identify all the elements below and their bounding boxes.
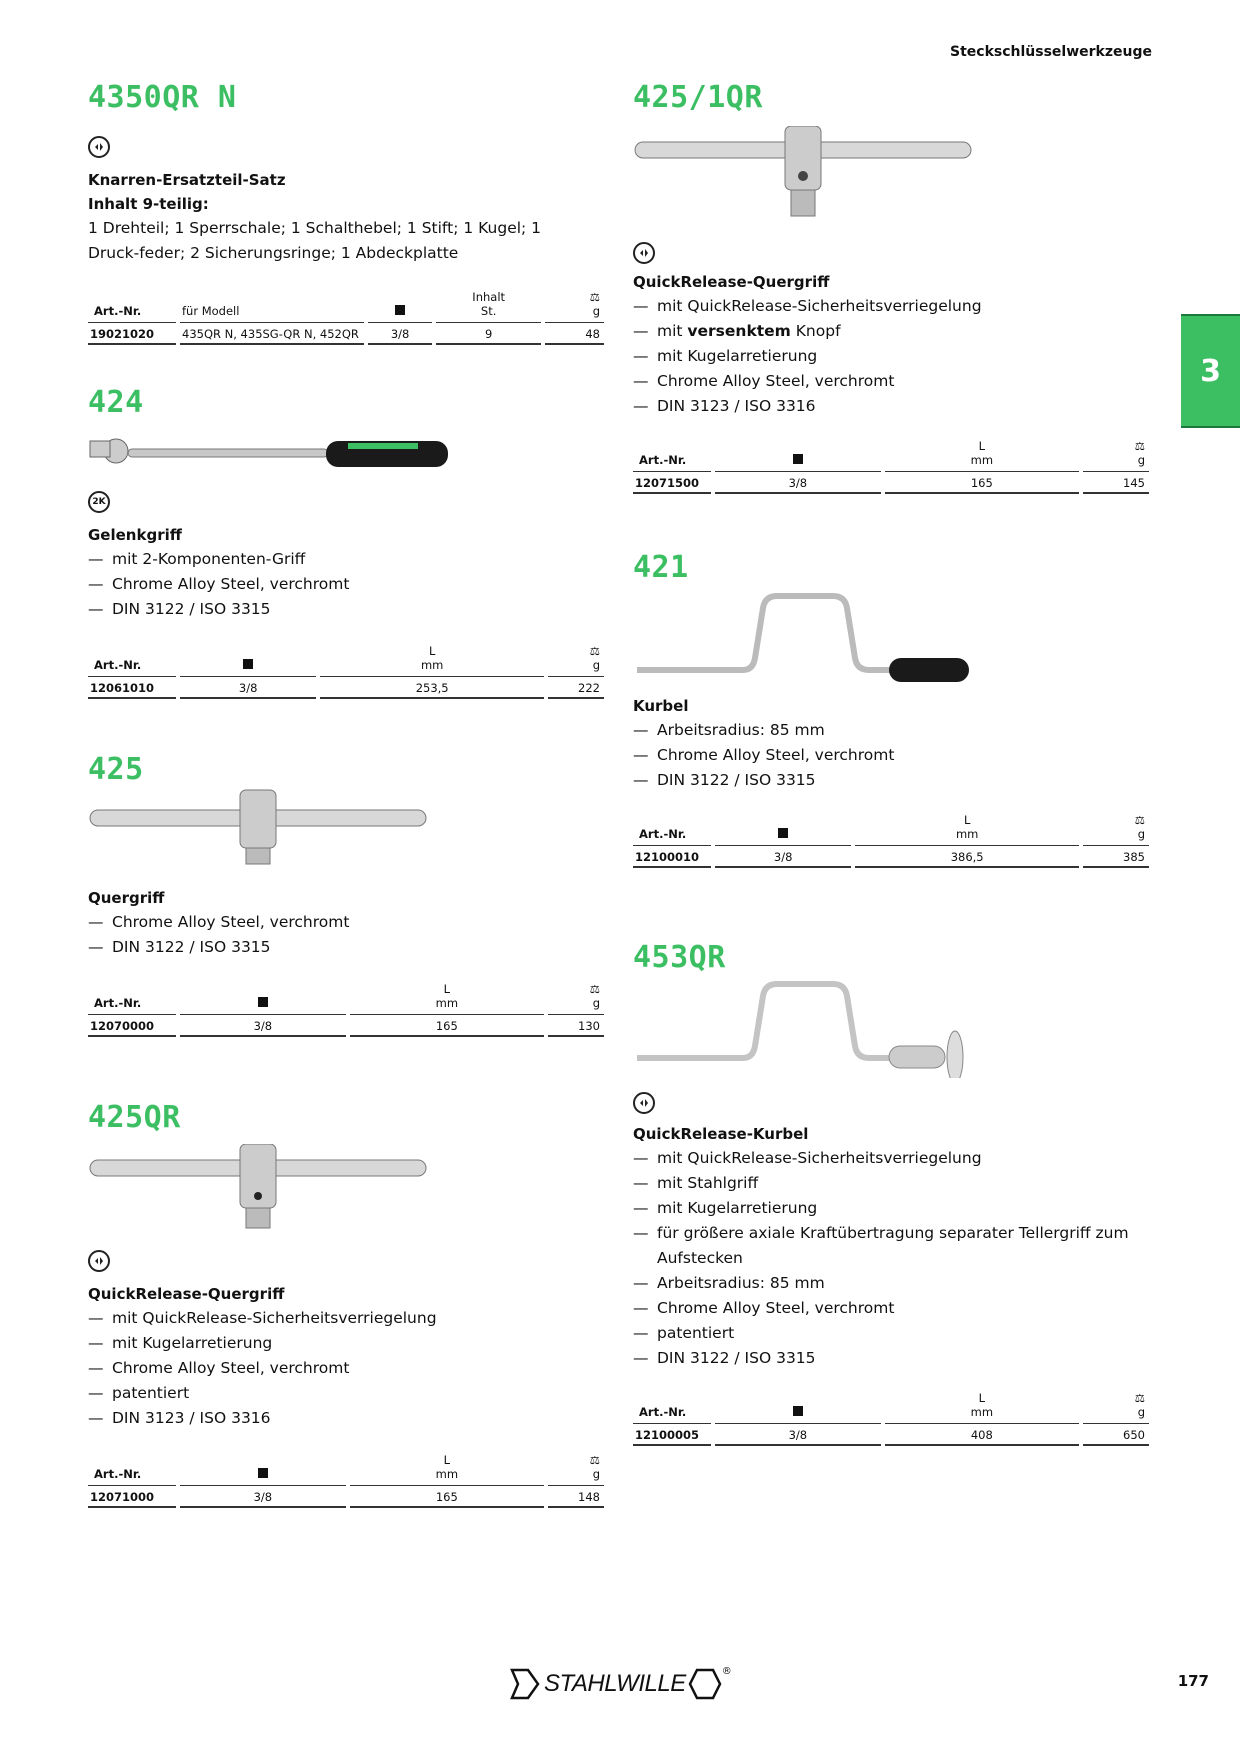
product-425-1qr bbox=[633, 80, 1153, 494]
feature-item: — Arbeitsradius: 85 mm bbox=[633, 718, 1153, 743]
feature-item: — Chrome Alloy Steel, verchromt bbox=[633, 743, 1153, 768]
registered-icon: ® bbox=[721, 1666, 732, 1677]
feature-item: — Chrome Alloy Steel, verchromt bbox=[633, 369, 1153, 394]
scale-icon: ⚖ bbox=[589, 644, 600, 658]
quickrelease-t-handle-image bbox=[633, 126, 973, 226]
page-header-title: Steckschlüsselwerkzeuge bbox=[950, 44, 1152, 60]
product-title: Kurbel bbox=[633, 697, 689, 715]
feature-item: — DIN 3122 / ISO 3315 bbox=[88, 597, 608, 622]
feature-list bbox=[633, 1146, 1133, 1371]
model-number: 4350QR N bbox=[88, 80, 237, 115]
model-number: 453QR bbox=[633, 940, 726, 975]
feature-item: — mit QuickRelease-Sicherheitsverriegelung bbox=[633, 294, 1153, 319]
square-drive-icon bbox=[793, 454, 803, 464]
table-row: 12100005 3/8 408 650 bbox=[633, 1424, 1149, 1446]
product-424 bbox=[88, 385, 608, 699]
cell-content: 9 bbox=[436, 323, 541, 345]
square-drive-icon bbox=[243, 659, 253, 669]
product-425 bbox=[88, 752, 608, 1037]
cell-weight: 48 bbox=[545, 323, 604, 345]
cell-drive: 3/8 bbox=[368, 323, 432, 345]
sliding-t-handle-image bbox=[88, 788, 428, 868]
feature-item: — DIN 3122 / ISO 3315 bbox=[633, 768, 1153, 793]
product-4350qrn bbox=[88, 80, 608, 345]
table-row: 12071500 3/8 165 145 bbox=[633, 472, 1149, 494]
feature-item: — Chrome Alloy Steel, verchromt bbox=[88, 1356, 608, 1381]
feature-item: — mit 2-Komponenten-Griff bbox=[88, 547, 608, 572]
model-number: 425/1QR bbox=[633, 80, 763, 115]
feature-item: — mit Kugelarretierung bbox=[88, 1331, 608, 1356]
cell-model: 435QR N, 435SG-QR N, 452QR bbox=[180, 323, 364, 345]
art-number: 19021020 bbox=[88, 323, 176, 345]
feature-item: — patentiert bbox=[633, 1321, 1133, 1346]
square-drive-icon bbox=[395, 305, 405, 315]
chapter-tab bbox=[1181, 314, 1240, 428]
chapter-tab-label: 3 bbox=[1200, 353, 1221, 389]
spec-table: Art.-Nr. L mm ⚖ g 12061010 3/8 253,5 222 bbox=[84, 642, 608, 699]
speed-brace-image bbox=[633, 588, 983, 688]
scale-icon: ⚖ bbox=[1134, 1391, 1145, 1405]
product-title: Gelenkgriff bbox=[88, 526, 182, 544]
feature-item: — patentiert bbox=[88, 1381, 608, 1406]
quickrelease-t-handle-image bbox=[88, 1144, 428, 1234]
feature-item: — mit QuickRelease-Sicherheitsverriegelung bbox=[633, 1146, 1133, 1171]
wrench-emblem-icon bbox=[508, 1666, 542, 1702]
two-component-icon: 2K bbox=[88, 491, 110, 513]
square-drive-icon bbox=[778, 828, 788, 838]
table-row bbox=[88, 323, 604, 345]
feature-item: — DIN 3123 / ISO 3316 bbox=[88, 1406, 608, 1431]
quickrelease-icon bbox=[633, 1092, 655, 1114]
model-number: 424 bbox=[88, 385, 144, 420]
scale-icon: ⚖ bbox=[1134, 439, 1145, 453]
product-subtitle: Inhalt 9-teilig: bbox=[88, 195, 209, 213]
product-title: Quergriff bbox=[88, 889, 165, 907]
feature-item: — DIN 3122 / ISO 3315 bbox=[633, 1346, 1133, 1371]
feature-list bbox=[633, 718, 1153, 793]
scale-icon: ⚖ bbox=[589, 982, 600, 996]
feature-item: — mit Kugelarretierung bbox=[633, 344, 1153, 369]
scale-icon: ⚖ bbox=[589, 1453, 600, 1467]
feature-list bbox=[88, 1306, 608, 1431]
product-title: QuickRelease-Quergriff bbox=[88, 1285, 285, 1303]
spec-table: Art.-Nr. L mm ⚖ g 12070000 3/8 165 130 bbox=[84, 980, 608, 1037]
product-title: Knarren-Ersatzteil-Satz bbox=[88, 171, 286, 189]
col-art: Art.-Nr. bbox=[88, 288, 176, 323]
model-number: 425QR bbox=[88, 1100, 181, 1135]
feature-item: — Arbeitsradius: 85 mm bbox=[633, 1271, 1133, 1296]
square-drive-icon bbox=[258, 1468, 268, 1478]
brand-logo bbox=[508, 1666, 732, 1702]
feature-item: — mit QuickRelease-Sicherheitsverriegelung bbox=[88, 1306, 608, 1331]
product-title: QuickRelease-Quergriff bbox=[633, 273, 830, 291]
table-row: 12061010 3/8 253,5 222 bbox=[88, 677, 604, 699]
table-row: 12070000 3/8 165 130 bbox=[88, 1015, 604, 1037]
table-row: 12100010 3/8 386,5 385 bbox=[633, 846, 1149, 868]
spec-table: Art.-Nr. L mm ⚖ g 12071000 3/8 165 148 bbox=[84, 1451, 608, 1508]
feature-item: — DIN 3123 / ISO 3316 bbox=[633, 394, 1153, 419]
feature-item: — Chrome Alloy Steel, verchromt bbox=[88, 572, 608, 597]
col-model: für Modell bbox=[180, 288, 364, 323]
product-425qr bbox=[88, 1100, 608, 1508]
jointed-handle-image bbox=[88, 425, 468, 485]
spec-table: Art.-Nr. L mm ⚖ g 12100005 3/8 408 650 bbox=[629, 1389, 1153, 1446]
spec-table: Art.-Nr. L mm ⚖ g 12100010 3/8 386,5 385 bbox=[629, 811, 1153, 868]
feature-item: — Chrome Alloy Steel, verchromt bbox=[633, 1296, 1133, 1321]
quickrelease-speed-brace-image bbox=[633, 978, 983, 1078]
col-weight: ⚖ g bbox=[545, 288, 604, 323]
spec-table bbox=[84, 288, 608, 345]
quickrelease-icon bbox=[633, 242, 655, 264]
scale-icon: ⚖ bbox=[589, 290, 600, 304]
feature-item: — DIN 3122 / ISO 3315 bbox=[88, 935, 608, 960]
brand-name: STAHLWILLE bbox=[544, 1670, 686, 1697]
spec-table: Art.-Nr. L mm ⚖ g 12071500 3/8 165 145 bbox=[629, 437, 1153, 494]
feature-list bbox=[88, 547, 608, 622]
feature-item: — Chrome Alloy Steel, verchromt bbox=[88, 910, 608, 935]
feature-item: — mit versenktem Knopf bbox=[633, 319, 1153, 344]
model-number: 421 bbox=[633, 550, 689, 585]
hex-emblem-icon bbox=[688, 1666, 722, 1702]
scale-icon: ⚖ bbox=[1134, 813, 1145, 827]
square-drive-icon bbox=[793, 1406, 803, 1416]
col-drive bbox=[368, 288, 432, 323]
table-row: 12071000 3/8 165 148 bbox=[88, 1486, 604, 1508]
feature-item: — mit Kugelarretierung bbox=[633, 1196, 1133, 1221]
feature-list bbox=[633, 294, 1153, 419]
feature-item: — mit Stahlgriff bbox=[633, 1171, 1133, 1196]
square-drive-icon bbox=[258, 997, 268, 1007]
feature-list bbox=[88, 910, 608, 960]
quickrelease-icon bbox=[88, 136, 110, 158]
model-number: 425 bbox=[88, 752, 144, 787]
feature-item: — für größere axiale Kraftübertragung separater Tellergriff zum Aufstecken bbox=[633, 1221, 1133, 1271]
product-title: QuickRelease-Kurbel bbox=[633, 1125, 809, 1143]
product-453qr bbox=[633, 940, 1153, 1446]
product-description: 1 Drehteil; 1 Sperrschale; 1 Schalthebel; 1 Stift; 1 Kugel; 1 Druck-feder; 2 Sicherungsringe; 1 Abdeckplatte bbox=[88, 219, 542, 262]
col-content: Inhalt St. bbox=[436, 288, 541, 323]
page-number: 177 bbox=[1177, 1672, 1209, 1690]
product-421 bbox=[633, 550, 1153, 868]
quickrelease-icon bbox=[88, 1250, 110, 1272]
